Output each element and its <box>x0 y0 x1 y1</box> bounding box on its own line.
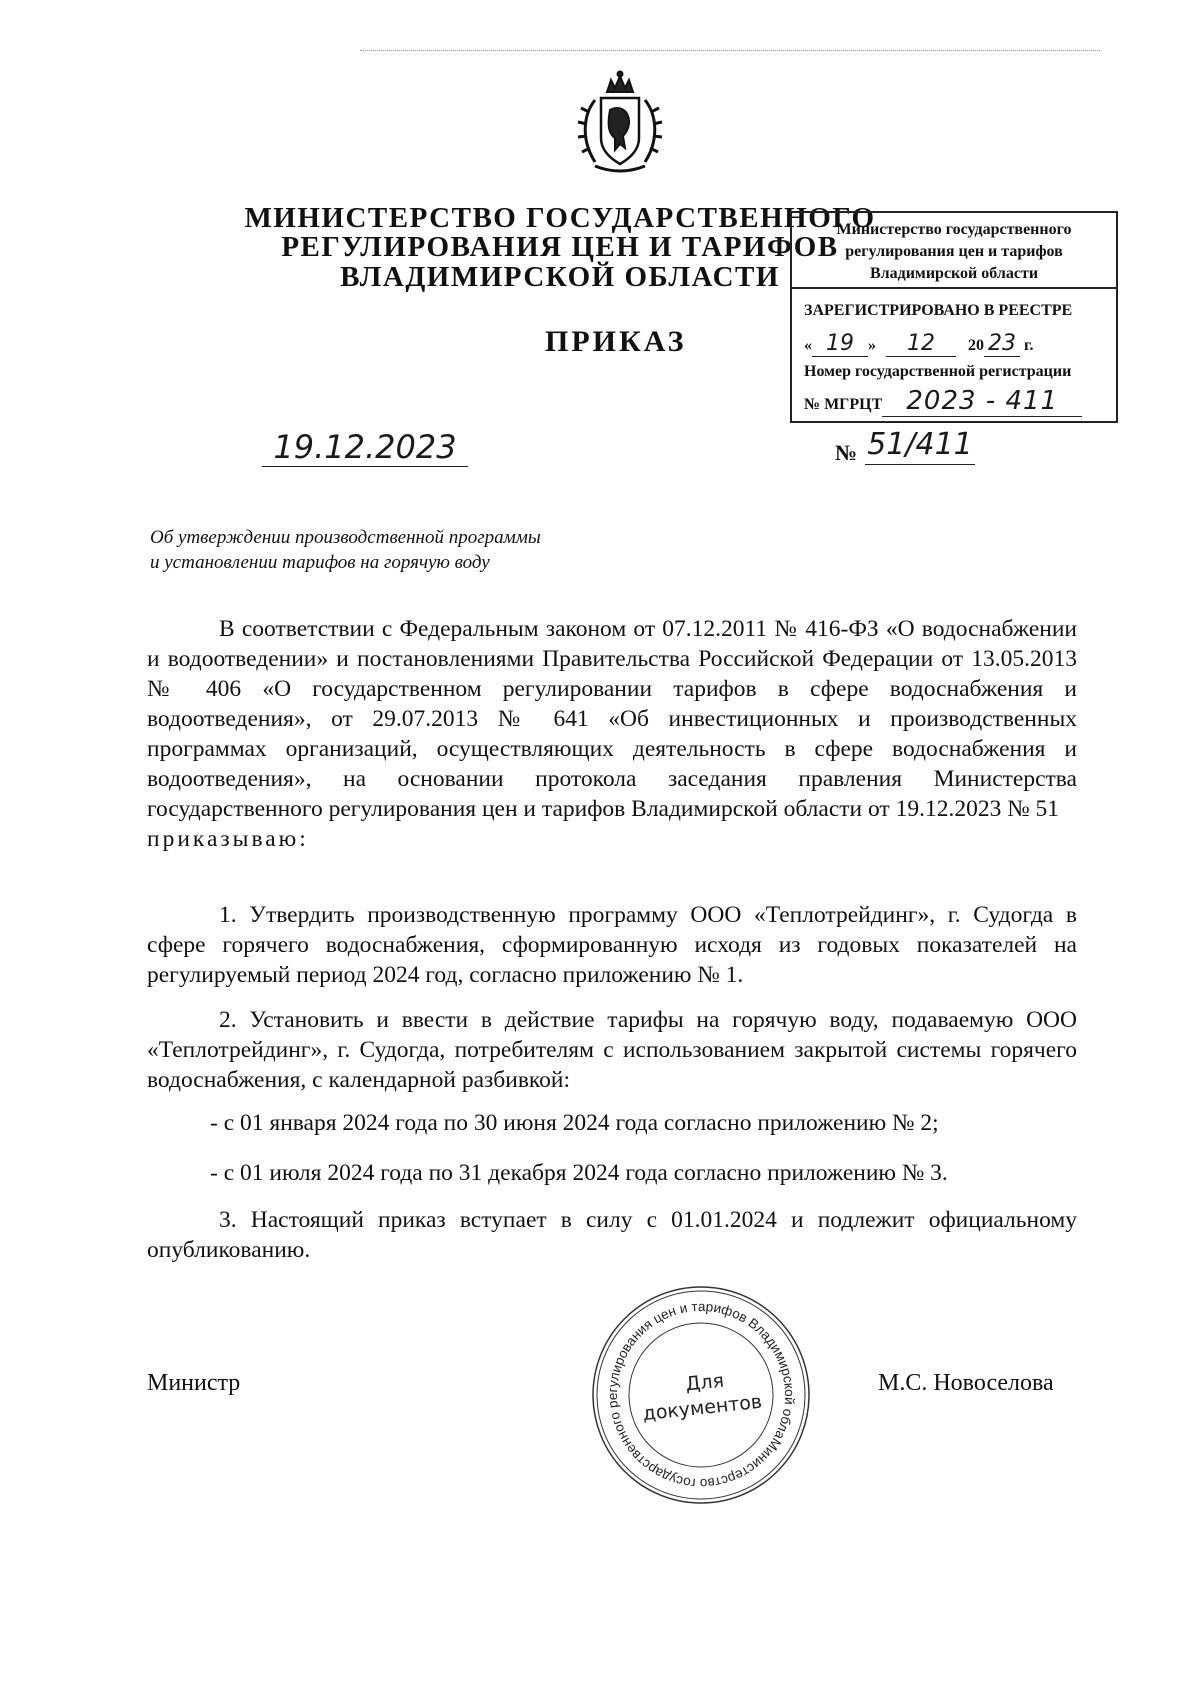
svg-text:Министерство государственного <box>590 1284 812 1506</box>
ministry-name-line-1: МИНИСТЕРСТВО ГОСУДАРСТВЕННОГО <box>244 202 876 234</box>
order-item-2-period-1: - с 01 января 2024 года по 30 июня 2024 года согласно приложению № 2; <box>210 1110 939 1136</box>
registration-stamp <box>790 211 1118 423</box>
order-item-2-period-2: - с 01 июля 2024 года по 31 декабря 2024 года согласно приложению № 3. <box>210 1160 948 1186</box>
order-subject: Об утверждении производственной программы и установлении тарифов на горячую воду <box>150 527 541 573</box>
seal-center-line-1: Для <box>684 1369 725 1396</box>
order-date: 19.12.2023 <box>262 428 468 467</box>
signer-title: Министр <box>147 1370 241 1396</box>
order-item-3: 3. Настоящий приказ вступает в силу с 01.01.2024 и подлежит официальному опубликованию. <box>147 1207 1077 1263</box>
registration-year-prefix: 20 <box>968 337 984 354</box>
stamp-header-line-3: Владимирской области <box>869 265 1039 282</box>
registration-number-prefix: № МГРЦТ <box>804 396 883 413</box>
coat-of-arms-icon <box>565 70 675 180</box>
seal-center-line-2: документов <box>641 1390 764 1426</box>
registration-month: 12 <box>886 331 956 357</box>
preamble-text: В соответствии с Федеральным законом от 07.12.2011 № 416-ФЗ «О водоснабжении и водоотведении» и постановлениями Правительства Российской Федерации от 13.05.2013 № 406 «О государственном регулировании тарифов в сфере водоснабжения и водоотведения», от 29.07.2013 № 641 «Об инвестиционных и производственных программах организаций, осуществляющих деятельность в сфере водоснабжения и водоотведения», на основании протокола заседания правления Министерства государственного регулирования цен и тарифов Владимирской области от 19.12.2023 № 51 <box>147 616 1077 822</box>
signer-name: М.С. Новоселова <box>878 1370 1054 1396</box>
order-word: приказываю: <box>147 826 309 852</box>
scan-noise-line <box>360 50 1100 51</box>
registration-year-unit: г. <box>1024 337 1034 354</box>
order-item-1: 1. Утвердить производственную программу ООО «Теплотрейдинг», г. Судогда в сфере горячего водоснабжения, сформированную исходя из годовых показателей на регулируемый период 2024 год, согласно приложению № 1. <box>147 902 1077 988</box>
order-number-label: № <box>835 440 858 465</box>
round-seal-stamp <box>590 1284 812 1506</box>
stamp-header-line-2: регулирования цен и тарифов <box>845 243 1063 260</box>
stamp-header-line-1: Министерство государственного <box>836 221 1072 238</box>
registration-year-suffix: 23 <box>984 331 1020 357</box>
registration-date-row: « 19 » 12 20 23 г. <box>804 331 1034 356</box>
seal-ring-text: Министерство государственного регулирования цен и тарифов Владимирской области <box>604 1298 798 1492</box>
order-number: 51/411 <box>865 426 975 465</box>
order-title: ПРИКАЗ <box>545 325 687 358</box>
registered-label: ЗАРЕГИСТРИРОВАНО В РЕЕСТРЕ <box>804 302 1073 319</box>
order-item-2: 2. Установить и ввести в действие тарифы на горячую воду, подаваемую ООО «Теплотрейдинг», г. Судогда, потребителям с использованием закрытой системы горячего водоснабжения, с календарной разбивкой: <box>147 1007 1077 1093</box>
registration-number-label: Номер государственной регистрации <box>804 363 1072 380</box>
ministry-name-line-2: РЕГУЛИРОВАНИЯ ЦЕН И ТАРИФОВ <box>281 231 839 263</box>
preamble-paragraph <box>147 614 1077 854</box>
registration-day: 19 <box>812 331 868 357</box>
ministry-name-line-3: ВЛАДИМИРСКОЙ ОБЛАСТИ <box>340 261 780 293</box>
registration-number-row <box>804 386 1110 417</box>
registration-number: 2023 - 411 <box>882 386 1082 417</box>
registration-stamp-header <box>792 213 1116 289</box>
